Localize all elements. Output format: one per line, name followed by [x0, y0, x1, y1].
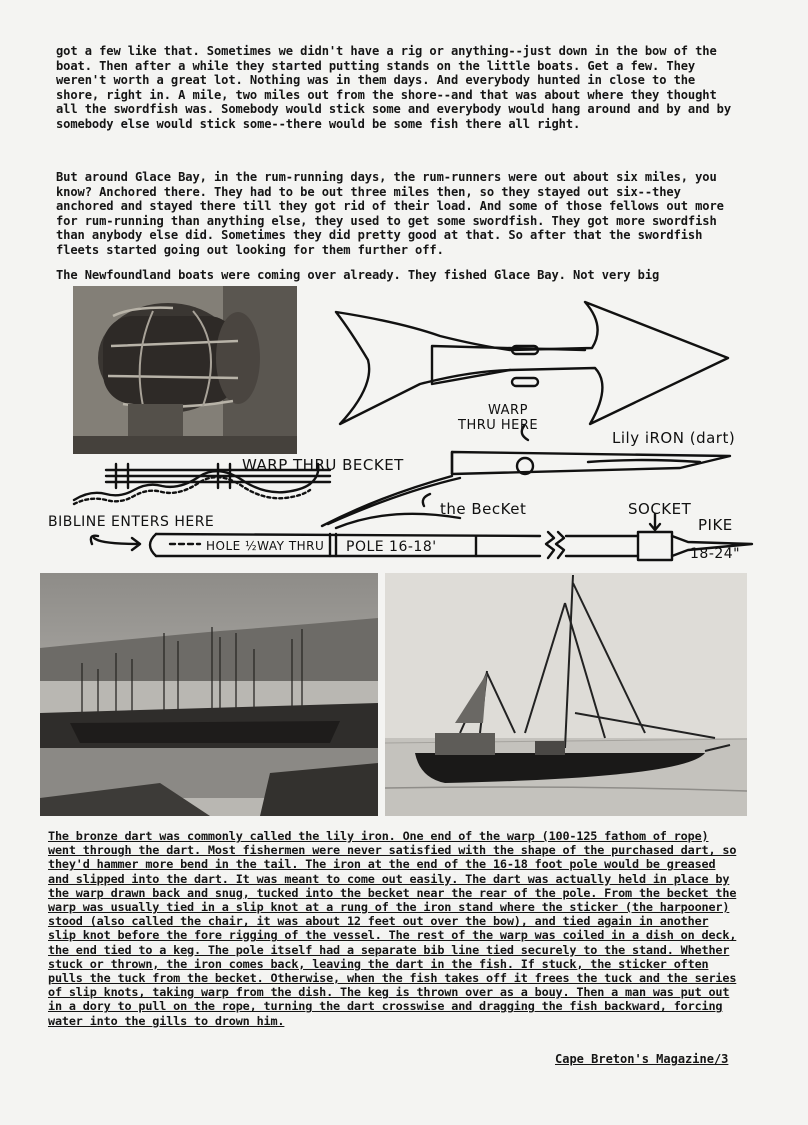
harpoon-diagram	[40, 286, 780, 576]
body-paragraph-3: The Newfoundland boats were coming over already. They fished Glace Bay. Not very big	[56, 268, 660, 282]
bibline-label: BIBLINE ENTERS HERE	[48, 514, 215, 530]
the-becket-label: the BecKet	[440, 500, 527, 518]
warp-thru-here-label-1: WARP	[488, 403, 528, 418]
schooner-photo	[385, 573, 747, 816]
warp-thru-here-label-2: THRU HERE	[458, 418, 539, 433]
socket-label: SOCKET	[628, 500, 692, 518]
warp-thru-becket-label: WARP THRU BECKET	[242, 456, 404, 474]
body-paragraph-2: But around Glace Bay, in the rum-running days, the rum-runners were out about six miles, you know? Anchored there. They had to be out three miles then, so they stayed out six--they anchored and stayed there till they got rid of their load. And some of those fellows out more for rum-running than anything else, they used to get some swordfish. They got more swordfish than anybody else did. Sometimes they did pretty good at that. So after that the swordfish fleets started going out looking for them further off.	[56, 170, 724, 257]
pike-label: PIKE	[698, 516, 733, 534]
harbor-fleet-image	[40, 573, 378, 816]
lily-iron-label: Lily iRON (dart)	[612, 429, 736, 447]
harbor-fleet-photo	[40, 573, 378, 816]
lily-iron-dart-drawing	[336, 302, 728, 424]
pike-length-label: 18-24"	[690, 546, 741, 562]
hole-label: HOLE ½WAY THRU	[206, 539, 325, 553]
page-folio: Cape Breton's Magazine/3	[555, 1052, 729, 1066]
pole-label: POLE 16-18'	[346, 539, 437, 555]
lily-iron-caption: The bronze dart was commonly called the lily iron. One end of the warp (100-125 fathom of rope) went through the dart. Most fishermen were never satisfied with the shape of the purchased dart, so they'd hammer more bend in the tail. The iron at the end of the 16-18 foot pole would be greased and slipped into the dart. It was meant to come out easily. The dart was actually held in place by the warp drawn back and snug, tucked into the becket near the rear of the pole. From the becket the warp was usually tied in a slip knot at a rung of the iron stand where the sticker (the harpooner) stood (also called the chair, it was about 12 feet out over the bow), and tied again in another slip knot before the fore rigging of the vessel. The rest of the warp was coiled in a dish on deck, the end tied to a keg. The pole itself had a separate bib line tied securely to the stand. Whether stuck or thrown, the iron comes back, leaving the dart in the fish. If stuck, the sticker often pulls the tuck from the becket. Otherwise, when the fish takes off it frees the tuck and the series of slip knots, taking warp from the dish. The keg is thrown over as a bouy. Then a man was put out in a dory to pull on the rope, turning the dart crosswise and dragging the fish backward, forcing water into the gills to drown him.	[48, 829, 737, 1028]
body-paragraph-1: got a few like that. Sometimes we didn't have a rig or anything--just down in the bow of the boat. Then after a while they started putting stands on the little boats. Get a few. They weren't worth a great lot. Nothing was in them days. And everybody hunted in close to the shore, right in. A mile, two miles out from the shore--and that was about where they thought all the swordfish was. Somebody would stick some and everybody would hang around and by and by somebody else would stick some--there would be some fish there all right.	[56, 44, 732, 131]
side-dart-drawing	[452, 452, 730, 474]
schooner-image	[385, 573, 747, 816]
